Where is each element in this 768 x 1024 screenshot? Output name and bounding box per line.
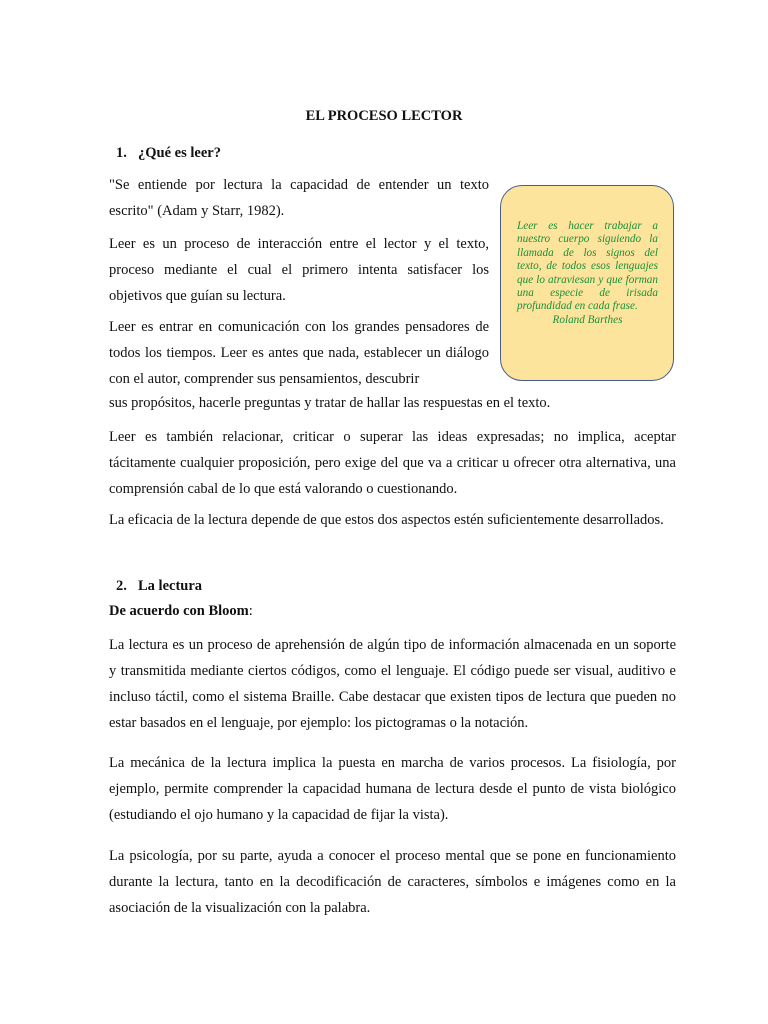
section-2-paragraph-1: La lectura es un proceso de aprehensión de algún tipo de información almacenada en un soporte y transmitida mediante ciertos códigos, como el lenguaje. El código puede ser visual, auditivo e incluso táctil, como el sistema Braille. Cabe destacar que existen tipos de lectura que pueden no estar basados en el lenguaje, por ejemplo: los pictogramas o la notación. bbox=[109, 637, 676, 731]
quote-body: Leer es hacer trabajar a nuestro cuerpo siguiendo la llamada de los signos del texto, de todos esos lenguajes que lo atraviesan y que forman una especie de irisada profundidad en cada frase. bbox=[517, 220, 658, 313]
subheading-colon: : bbox=[248, 603, 253, 619]
paragraph-line: "Se entiende por lectura la capacidad de entender un texto bbox=[109, 177, 489, 193]
section-2-paragraph-2: La mecánica de la lectura implica la puesta en marcha de varios procesos. La fisiología, por ejemplo, permite comprender la capacidad humana de lectura desde el punto de vista biológico (estudiando el ojo humano y la capacidad de fijar la vista). bbox=[109, 755, 676, 823]
section-1-paragraph-3-continued: sus propósitos, hacerle preguntas y tratar de hallar las respuestas en el texto. bbox=[109, 395, 551, 411]
section-1-number: 1. bbox=[116, 145, 127, 161]
paragraph-line: escrito" (Adam y Starr, 1982). bbox=[109, 203, 285, 219]
quote-callout bbox=[500, 185, 674, 381]
section-1-heading bbox=[116, 145, 221, 162]
document-title: EL PROCESO LECTOR bbox=[305, 108, 463, 124]
section-1-title: ¿Qué es leer? bbox=[138, 145, 221, 161]
section-2-subheading bbox=[109, 603, 253, 620]
section-1-paragraph-3-wrapped: Leer es entrar en comunicación con los grandes pensadores de todos los tiempos. Leer es antes que nada, establecer un diálogo con el autor, comprender sus pensamientos, descubrir bbox=[109, 319, 489, 387]
section-2-title: La lectura bbox=[138, 578, 203, 594]
section-1-paragraph-5: La eficacia de la lectura depende de que estos dos aspectos estén suficientemente desarrollados. bbox=[109, 512, 664, 528]
quote-author: Roland Barthes bbox=[552, 313, 623, 326]
section-1-paragraph-1 bbox=[109, 172, 489, 224]
section-2-paragraph-3: La psicología, por su parte, ayuda a conocer el proceso mental que se pone en funcionamiento durante la lectura, tanto en la decodificación de caracteres, símbolos e imágenes como en la asociación de la visualización con la palabra. bbox=[109, 848, 676, 916]
subheading-text: De acuerdo con Bloom bbox=[109, 603, 249, 619]
section-1-paragraph-4: Leer es también relacionar, criticar o superar las ideas expresadas; no implica, aceptar tácitamente cualquier proposición, pero exige del que va a criticar u ofrecer otra alternativa, una comprensión cabal de lo que está valorando o cuestionando. bbox=[109, 429, 676, 497]
section-2-heading bbox=[116, 578, 202, 595]
quote-text bbox=[517, 220, 658, 327]
section-2-number: 2. bbox=[116, 578, 127, 594]
section-1-paragraph-2: Leer es un proceso de interacción entre el lector y el texto, proceso mediante el cual el primero intenta satisfacer los objetivos que guían su lectura. bbox=[109, 236, 489, 304]
